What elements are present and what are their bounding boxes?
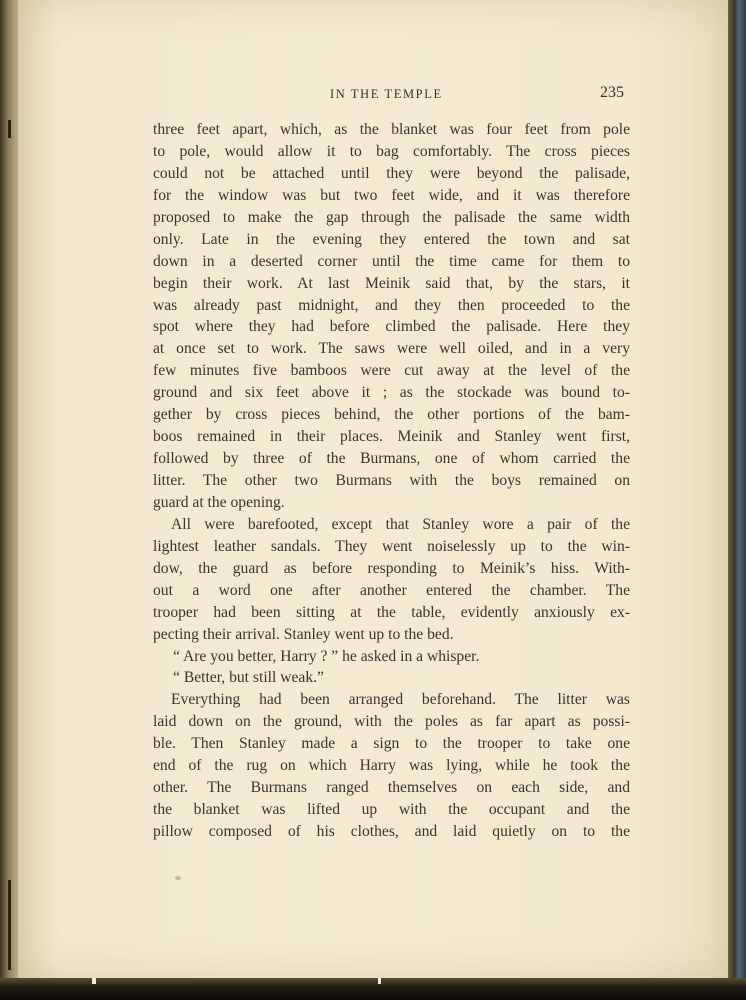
- text-line: All were barefooted, except that Stanley wore a pair of the: [171, 515, 630, 533]
- text-line: for the window was but two feet wide, and it was therefore: [153, 186, 630, 204]
- text-line: dow, the guard as before responding to Meinik’s hiss. With-: [153, 559, 630, 577]
- text-line: at once set to work. The saws were well oiled, and in a very: [153, 340, 630, 358]
- text-line: the blanket was lifted up with the occupant and the: [153, 801, 630, 819]
- text-line: only. Late in the evening they entered the town and sat: [153, 230, 630, 248]
- text-line: spot where they had before climbed the palisade. Here they: [153, 318, 630, 336]
- text-line: to pole, would allow it to bag comfortably. The cross pieces: [153, 142, 630, 160]
- text-line: begin their work. At last Meinik said that, by the stars, it: [153, 274, 630, 292]
- edge-tick: [92, 978, 96, 984]
- text-line: “ Are you better, Harry ? ” he asked in a whisper.: [173, 647, 480, 665]
- text-line: pecting their arrival. Stanley went up to the bed.: [153, 625, 454, 643]
- page-bottom-edge: [0, 978, 746, 1000]
- paper-smudge: [175, 876, 181, 880]
- text-line: could not be attached until they were beyond the palisade,: [153, 164, 630, 182]
- text-line: Everything had been arranged beforehand. The litter was: [171, 691, 630, 709]
- body-text: [153, 119, 630, 843]
- text-line: lightest leather sandals. They went noiselessly up to the win-: [153, 537, 630, 555]
- text-line: was already past midnight, and they then proceeded to the: [153, 296, 630, 314]
- text-line: laid down on the ground, with the poles as far apart as possi-: [153, 713, 630, 731]
- text-line: boos remained in their places. Meinik and Stanley went first,: [153, 428, 630, 446]
- text-line: few minutes five bamboos were cut away at the level of the: [153, 362, 630, 380]
- book-binding-edge: [0, 0, 20, 1000]
- text-line: guard at the opening.: [153, 493, 285, 511]
- text-line: three feet apart, which, as the blanket was four feet from pole: [153, 121, 630, 138]
- text-line: end of the rug on which Harry was lying, while he took the: [153, 757, 630, 775]
- text-line: ground and six feet above it ; as the stockade was bound to-: [153, 384, 630, 402]
- page-number: 235: [600, 84, 624, 101]
- text-line: followed by three of the Burmans, one of whom carried the: [153, 450, 630, 468]
- binding-mark: [8, 880, 11, 970]
- page-sheet: [18, 0, 730, 978]
- text-line: trooper had been sitting at the table, evidently anxiously ex-: [153, 603, 630, 621]
- text-line: other. The Burmans ranged themselves on each side, and: [153, 779, 630, 797]
- text-line: gether by cross pieces behind, the other portions of the bam-: [153, 406, 630, 424]
- text-line: pillow composed of his clothes, and laid quietly on to the: [153, 823, 630, 840]
- text-line: out a word one after another entered the chamber. The: [153, 581, 630, 599]
- page-header: [18, 84, 730, 106]
- text-line: “ Better, but still weak.”: [173, 669, 324, 687]
- text-line: down in a deserted corner until the time came for them to: [153, 252, 630, 270]
- edge-tick: [378, 978, 381, 984]
- text-line: proposed to make the gap through the palisade the same width: [153, 208, 630, 226]
- text-line: litter. The other two Burmans with the boys remained on: [153, 472, 630, 489]
- binding-mark: [8, 120, 11, 138]
- book-cover-edge: [728, 0, 746, 1000]
- running-head: IN THE TEMPLE: [330, 87, 443, 101]
- text-line: ble. Then Stanley made a sign to the trooper to take one: [153, 735, 630, 753]
